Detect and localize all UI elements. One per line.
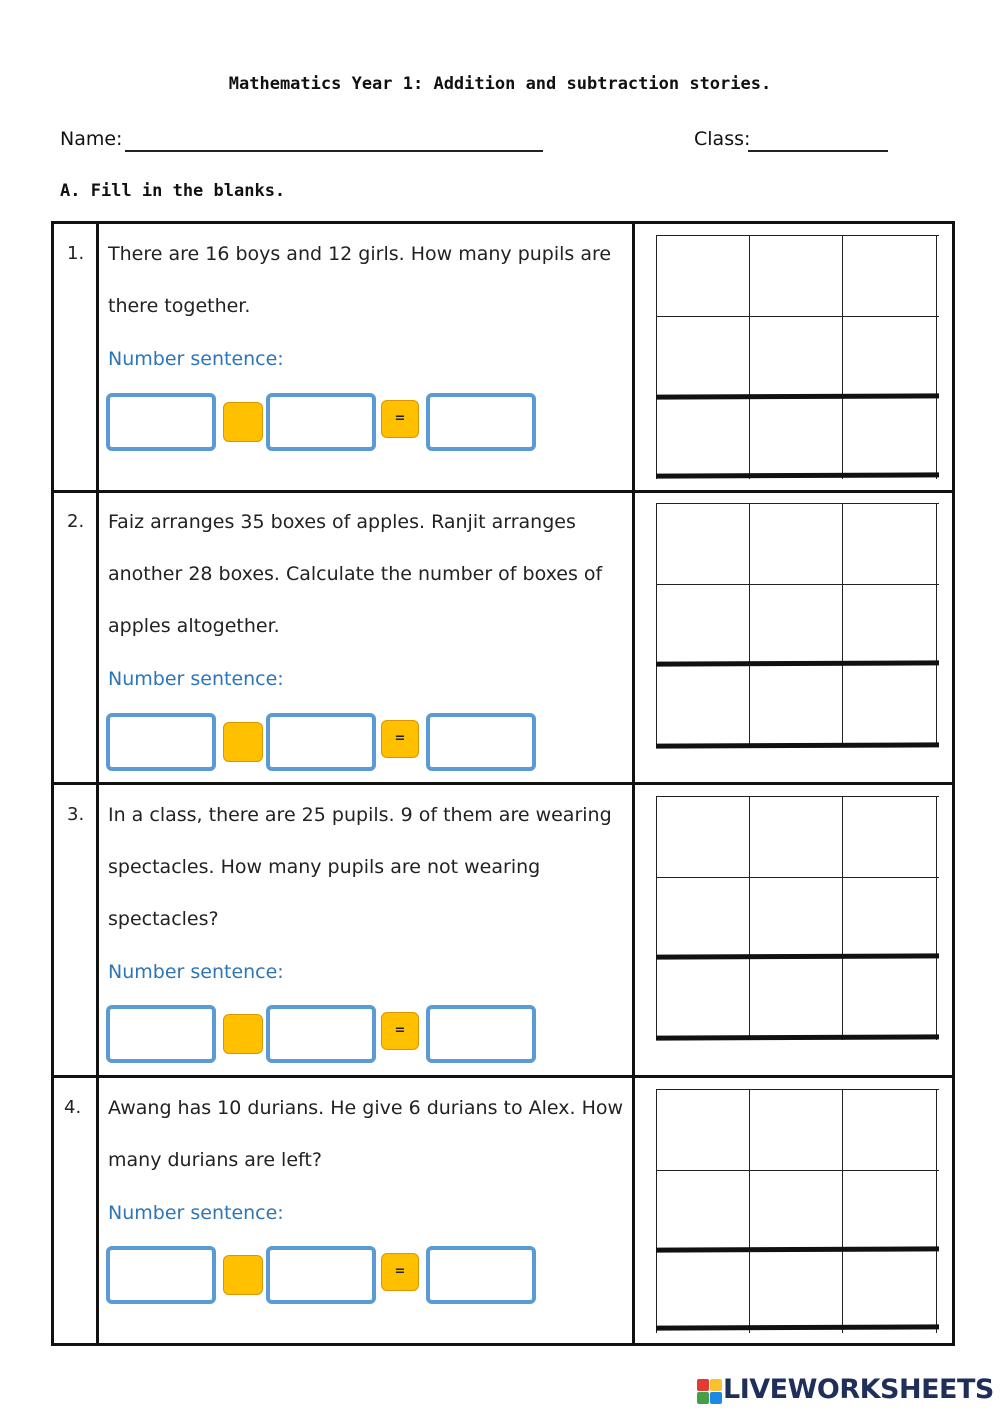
- question-text: [108, 1082, 628, 1186]
- question-line: spectacles?: [108, 908, 219, 930]
- worksheet-title: Mathematics Year 1: Addition and subtraction stories.: [228, 74, 772, 94]
- table-row-divider: [54, 490, 952, 493]
- operator-box[interactable]: [223, 1255, 263, 1295]
- working-grid[interactable]: [656, 503, 939, 747]
- question-line: Awang has 10 durians. He give 6 durians to Alex. How: [108, 1097, 624, 1119]
- class-input-line[interactable]: [748, 150, 888, 152]
- question-text: [108, 228, 628, 332]
- question-number: 2.: [67, 511, 85, 532]
- answer-box-second[interactable]: [266, 713, 376, 771]
- question-line: another 28 boxes. Calculate the number of boxes of: [108, 563, 603, 585]
- liveworksheets-logo-icon: [697, 1379, 723, 1405]
- working-grid[interactable]: [656, 796, 939, 1040]
- name-input-line[interactable]: [125, 150, 543, 152]
- answer-box-result[interactable]: [426, 1246, 536, 1304]
- question-line: there together.: [108, 295, 251, 317]
- question-text: [108, 496, 628, 652]
- table-row-divider: [54, 782, 952, 785]
- question-number: 1.: [67, 243, 85, 264]
- answer-box-first[interactable]: [106, 1005, 216, 1063]
- questions-table: [51, 221, 955, 1346]
- number-sentence-label: Number sentence:: [108, 668, 284, 690]
- question-line: apples altogether.: [108, 615, 280, 637]
- answer-box-result[interactable]: [426, 1005, 536, 1063]
- answer-box-result[interactable]: [426, 393, 536, 451]
- equals-box: =: [381, 1012, 419, 1050]
- class-label: Class:: [694, 128, 751, 150]
- number-sentence-label: Number sentence:: [108, 961, 284, 983]
- answer-box-second[interactable]: [266, 1005, 376, 1063]
- question-line: many durians are left?: [108, 1149, 322, 1171]
- answer-box-first[interactable]: [106, 393, 216, 451]
- working-grid[interactable]: [656, 235, 939, 479]
- answer-box-result[interactable]: [426, 713, 536, 771]
- answer-box-second[interactable]: [266, 393, 376, 451]
- equals-box: =: [381, 720, 419, 758]
- number-sentence-label: Number sentence:: [108, 1202, 284, 1224]
- number-sentence-label: Number sentence:: [108, 348, 284, 370]
- table-row-divider: [54, 1075, 952, 1078]
- operator-box[interactable]: [223, 722, 263, 762]
- question-line: spectacles. How many pupils are not wearing: [108, 856, 541, 878]
- question-line: There are 16 boys and 12 girls. How many pupils are: [108, 243, 612, 265]
- operator-box[interactable]: [223, 402, 263, 442]
- section-heading: A. Fill in the blanks.: [60, 181, 286, 201]
- name-label: Name:: [60, 128, 123, 150]
- answer-box-second[interactable]: [266, 1246, 376, 1304]
- question-text: [108, 789, 628, 945]
- working-grid[interactable]: [656, 1089, 939, 1333]
- equals-box: =: [381, 1253, 419, 1291]
- operator-box[interactable]: [223, 1014, 263, 1054]
- answer-box-first[interactable]: [106, 1246, 216, 1304]
- question-line: In a class, there are 25 pupils. 9 of them are wearing: [108, 804, 612, 826]
- logo-text: LIVEWORKSHEETS: [723, 1374, 994, 1405]
- question-number: 3.: [67, 804, 85, 825]
- answer-box-first[interactable]: [106, 713, 216, 771]
- question-number: 4.: [64, 1097, 82, 1118]
- question-line: Faiz arranges 35 boxes of apples. Ranjit arranges: [108, 511, 576, 533]
- equals-box: =: [381, 400, 419, 438]
